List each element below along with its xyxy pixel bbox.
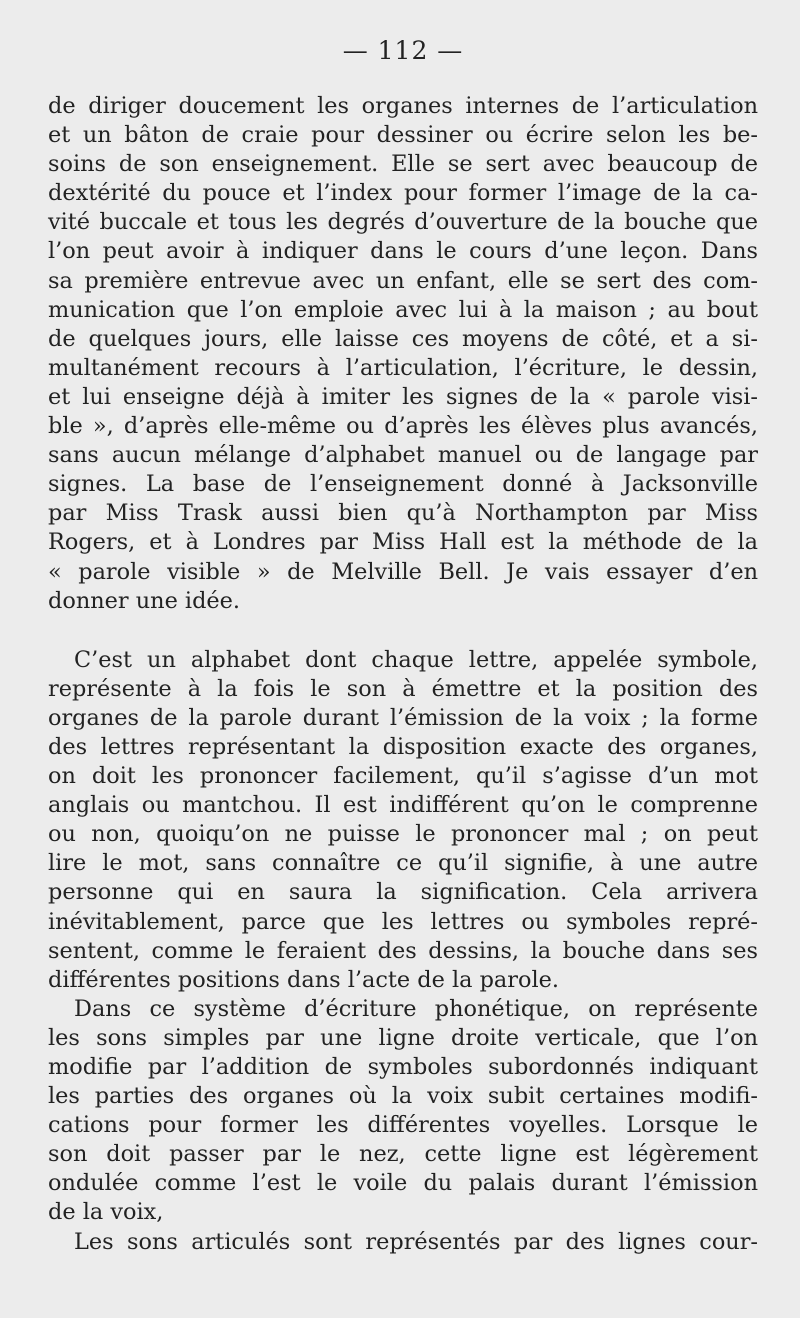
text-line: sa première entrevue avec un enfant, elle se sert des com- <box>48 267 758 294</box>
text-line: représente à la fois le son à émettre et la position des <box>48 675 758 702</box>
text-line: des lettres représentant la disposition exacte des organes, <box>48 733 758 760</box>
paragraph-1 <box>48 92 758 616</box>
text-line: C’est un alphabet dont chaque lettre, appelée symbole, <box>74 646 758 673</box>
text-line: sentent, comme le feraient des dessins, la bouche dans ses <box>48 937 758 964</box>
text-line: on doit les prononcer facilement, qu’il s’agisse d’un mot <box>48 763 758 790</box>
text-line: dextérité du pouce et l’index pour former l’image de la ca- <box>48 180 758 207</box>
text-line: par Miss Trask aussi bien qu’à Northampton par Miss <box>48 500 758 527</box>
text-line: les parties des organes où la voix subit certaines modifi- <box>48 1083 758 1110</box>
text-line: et un bâton de craie pour dessiner ou écrire selon les be- <box>48 122 758 149</box>
text-line: différentes positions dans l’acte de la parole. <box>48 966 559 993</box>
text-line: signes. La base de l’enseignement donné à Jacksonville <box>48 471 758 498</box>
text-line: modifie par l’addition de symboles subordonnés indiquant <box>48 1054 758 1080</box>
text-line: anglais ou mantchou. Il est indifférent qu’on le comprenne <box>48 792 758 819</box>
paragraph-2 <box>48 646 758 995</box>
text-line: les sons simples par une ligne droite verticale, que l’on <box>48 1024 758 1051</box>
text-line: ble », d’après elle-même ou d’après les élèves plus avancés, <box>48 413 758 440</box>
paragraph-4 <box>48 1228 758 1257</box>
text-line: Rogers, et à Londres par Miss Hall est la méthode de la <box>48 529 758 556</box>
text-line: son doit passer par le nez, cette ligne est légèrement <box>48 1141 758 1168</box>
text-line: Dans ce système d’écriture phonétique, on représente <box>74 995 758 1022</box>
text-line: organes de la parole durant l’émission de la voix ; la forme <box>48 704 758 731</box>
text-line: de quelques jours, elle laisse ces moyens de côté, et a si- <box>48 325 758 352</box>
text-line: vité buccale et tous les degrés d’ouverture de la bouche que <box>48 209 758 236</box>
text-line: de la voix, <box>48 1199 164 1226</box>
text-line: donner une idée. <box>48 587 241 614</box>
text-line: cations pour former les différentes voyelles. Lorsque le <box>48 1112 758 1139</box>
paragraph-3 <box>48 995 758 1228</box>
text-line: l’on peut avoir à indiquer dans le cours d’une leçon. Dans <box>48 238 758 265</box>
text-line: personne qui en saura la signification. Cela arrivera <box>48 879 758 906</box>
text-line: lire le mot, sans connaître ce qu’il signifie, à une autre <box>48 850 758 877</box>
text-line: multanément recours à l’articulation, l’écriture, le dessin, <box>48 354 758 381</box>
text-line: ou non, quoiqu’on ne puisse le prononcer mal ; on peut <box>48 821 758 848</box>
text-line: inévitablement, parce que les lettres ou symboles repré- <box>48 908 758 935</box>
text-line: et lui enseigne déjà à imiter les signes de la « parole visi- <box>48 383 758 410</box>
text-line: « parole visible » de Melville Bell. Je vais essayer d’en <box>48 558 758 585</box>
text-line: Les sons articulés sont représentés par des lignes cour- <box>74 1228 758 1255</box>
text-line: ondulée comme l’est le voile du palais durant l’émission <box>48 1170 758 1197</box>
page-number: — 112 — <box>342 36 464 65</box>
text-line: sans aucun mélange d’alphabet manuel ou de langage par <box>48 442 758 469</box>
text-line: munication que l’on emploie avec lui à la maison ; au bout <box>48 296 758 323</box>
text-line: soins de son enseignement. Elle se sert avec beaucoup de <box>48 151 758 178</box>
paragraph-gap <box>48 616 758 646</box>
text-line: de diriger doucement les organes internes de l’articulation <box>48 93 758 119</box>
